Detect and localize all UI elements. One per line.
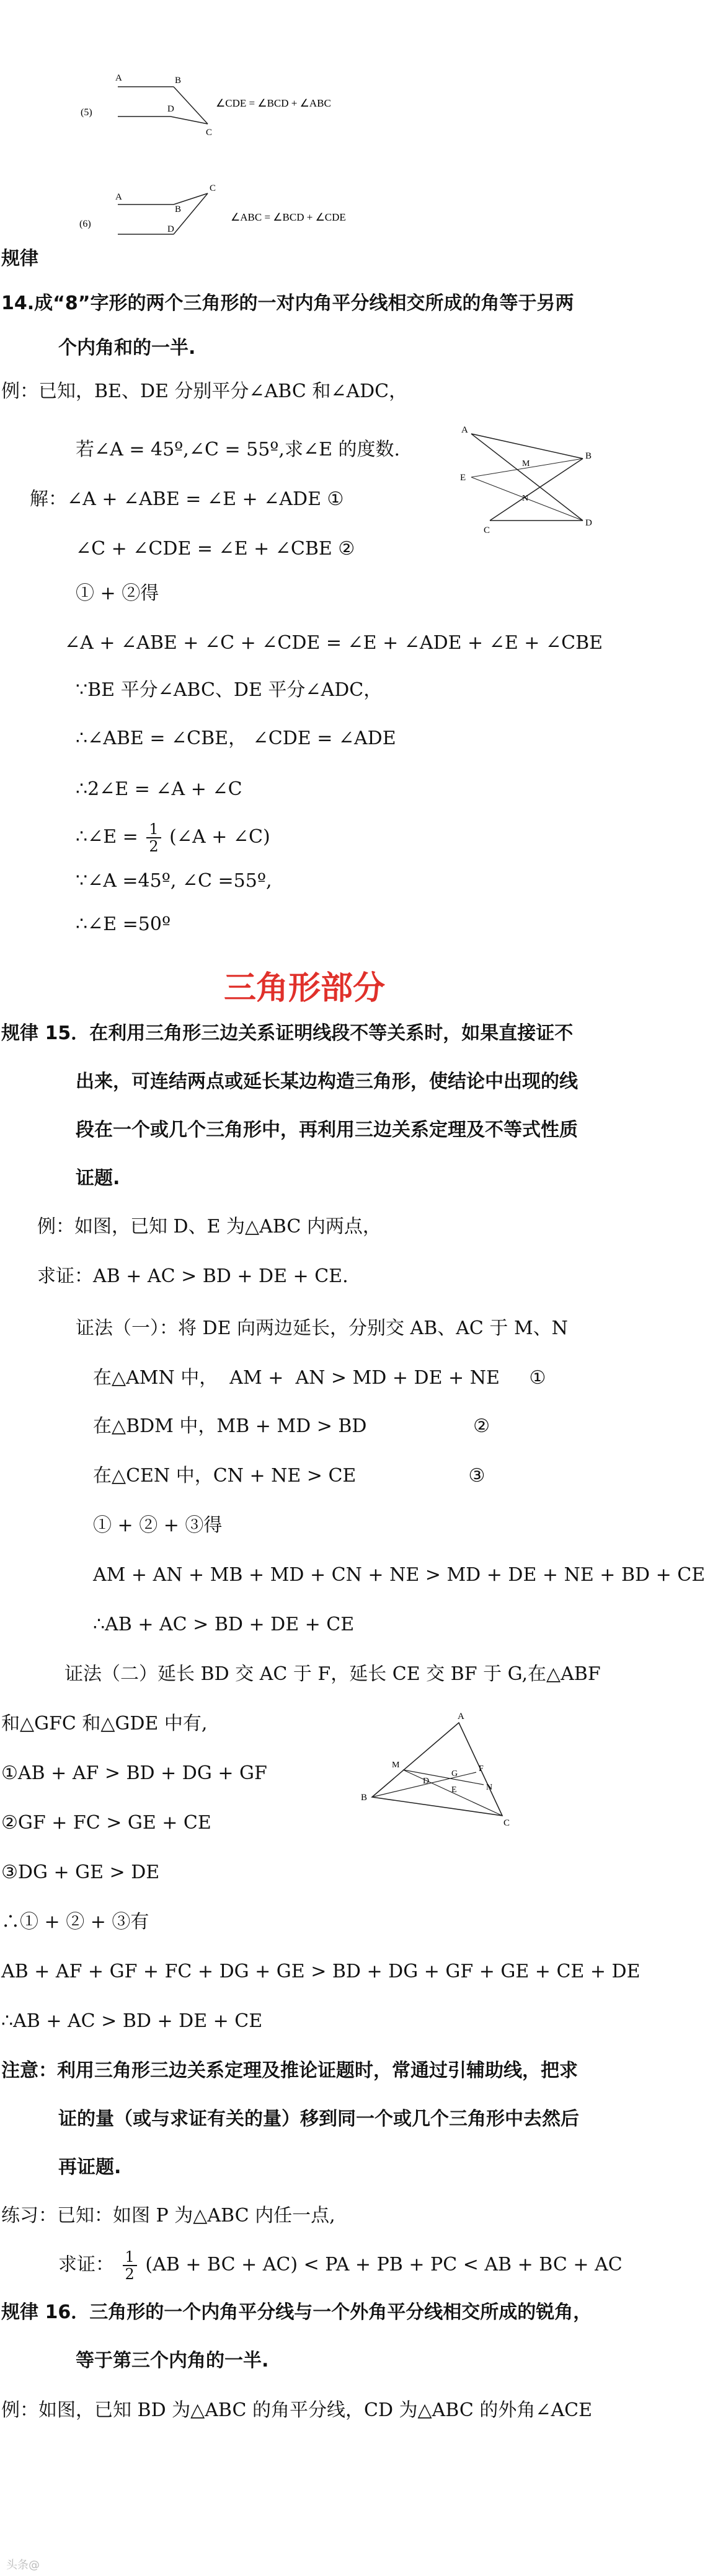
rule14-sol3: ① + ②得 (76, 582, 159, 604)
method1-title: 证法（一）：将 DE 向两边延长，分别交 AB、AC 于 M、N (76, 1317, 568, 1339)
fig5-formula: ∠CDE = ∠BCD + ∠ABC (216, 97, 331, 109)
note-line1: 注意：利用三角形三边关系定理及推论证题时，常通过引辅助线，把求 (1, 2060, 578, 2081)
rule14-sol2: ∠C + ∠CDE = ∠E + ∠CBE ② (76, 538, 355, 560)
rule14-sol5: ∵BE 平分∠ABC、DE 平分∠ADC， (76, 679, 383, 701)
watermark: 头条@ (6, 2559, 40, 2572)
fraction-numerator: 1 (146, 821, 161, 838)
method2-intro: 和△GFC 和△GDE 中有, (1, 1713, 208, 1734)
fig15-point-g: G (451, 1769, 458, 1778)
rule14-sol9: ∵∠A =45º, ∠C =55º, (76, 870, 272, 892)
method1-step3: 在△CEN 中，CN + NE > CE ③ (93, 1465, 486, 1487)
fig6-point-b: B (175, 204, 182, 214)
method1-step2: 在△BDM 中，MB + MD > BD ② (93, 1415, 490, 1437)
practice-inequality: (AB + BC + AC) < PA + PB + PC < AB + BC + AC (145, 2254, 623, 2275)
fig6-point-c: C (210, 183, 216, 193)
rule15-figure (353, 1710, 539, 1834)
rule14-line1: 14.成“8”字形的两个三角形的一对内角平分线相交所成的角等于另两 (1, 292, 574, 314)
rule15-example: 例：如图，已知 D、E 为△ABC 内两点， (37, 1216, 381, 1237)
fig15-point-c: C (503, 1818, 510, 1828)
practice-fraction-denominator: 2 (125, 2266, 135, 2283)
fig6-label: (6) (79, 219, 91, 229)
rule14-sol4: ∠A + ∠ABE + ∠C + ∠CDE = ∠E + ∠ADE + ∠E + ∠CBE (64, 632, 603, 654)
fig6-point-a: A (115, 192, 122, 202)
note-line3: 再证题. (58, 2156, 122, 2178)
rule14-sol6: ∴∠ABE = ∠CBE， ∠CDE = ∠ADE (76, 728, 396, 749)
rule14-sol10: ∴∠E =50º (76, 913, 171, 935)
rule14-sol1: 解：∠A + ∠ABE = ∠E + ∠ADE ① (30, 488, 344, 510)
fig5-point-b: B (175, 76, 182, 86)
rule14-example: 例：已知，BE、DE 分别平分∠ABC 和∠ADC， (1, 380, 408, 402)
fig6-point-d: D (167, 224, 174, 234)
practice-line2 (58, 2243, 623, 2287)
fraction-denominator: 2 (149, 838, 159, 855)
figure-5 (68, 62, 391, 155)
practice-prove-label: 求证： (58, 2254, 114, 2275)
section-heading: 规律 (1, 248, 38, 270)
rule16-line1: 规律 16．三角形的一个内角平分线与一个外角平分线相交所成的锐角， (1, 2301, 592, 2323)
fig14-point-n: N (522, 494, 529, 503)
method2-conclusion: ∴AB + AC > BD + DE + CE (1, 2010, 263, 2032)
fig5-point-d: D (167, 104, 174, 114)
method2-title: 证法（二）延长 BD 交 AC 于 F，延长 CE 交 BF 于 G,在△ABF (64, 1663, 601, 1685)
method1-step1: 在△AMN 中， AM + AN > MD + DE + NE ① (93, 1367, 546, 1389)
rule15-line3: 段在一个或几个三角形中，再利用三边关系定理及不等式性质 (76, 1119, 578, 1141)
section-title: 三角形部分 (223, 970, 385, 1007)
rule14-figure (453, 421, 608, 545)
method2-inequality: AB + AF + GF + FC + DG + GE > BD + DG + GF + GE + CE + DE (1, 1961, 641, 1982)
note-line2: 证的量（或与求证有关的量）移到同一个或几个三角形中去然后 (58, 2108, 579, 2130)
rule15-line4: 证题. (76, 1167, 120, 1189)
fig14-point-c: C (484, 525, 490, 535)
fig15-point-f: F (479, 1764, 484, 1774)
fig5-label: (5) (81, 107, 92, 118)
rule15-prove: 求证：AB + AC > BD + DE + CE. (37, 1265, 348, 1287)
practice-line1: 练习：已知：如图 P 为△ABC 内任一点, (1, 2205, 335, 2227)
fig14-point-m: M (522, 459, 530, 468)
rule14-sol8 (76, 815, 270, 859)
method2-sum: ∴① + ② + ③有 (1, 1911, 149, 1933)
method2-step3: ③DG + GE > DE (1, 1862, 160, 1883)
rule14-sol7: ∴2∠E = ∠A + ∠C (76, 778, 242, 800)
fig14-point-d: D (585, 518, 592, 528)
rule15-line1: 规律 15．在利用三角形三边关系证明线段不等关系时，如果直接证不 (1, 1022, 574, 1044)
fig15-point-b: B (361, 1793, 368, 1803)
rule14-sol8-suffix: (∠A + ∠C) (169, 826, 270, 848)
rule16-line2: 等于第三个内角的一半. (76, 2350, 269, 2372)
method2-step2: ②GF + FC > GE + CE (1, 1812, 211, 1834)
fig5-point-c: C (206, 128, 213, 138)
fig14-point-a: A (461, 425, 468, 435)
fig6-formula: ∠ABC = ∠BCD + ∠CDE (231, 211, 346, 223)
rule14-line2: 个内角和的一半. (58, 337, 196, 359)
rule16-example: 例：如图，已知 BD 为△ABC 的角平分线，CD 为△ABC 的外角∠ACE (1, 2399, 593, 2421)
fig14-point-e: E (460, 473, 466, 483)
figure-6 (68, 180, 403, 260)
fig14-point-b: B (585, 451, 592, 461)
rule14-sol8-prefix: ∴∠E = (76, 826, 138, 848)
fig5-point-a: A (115, 73, 122, 83)
fig15-point-m: M (392, 1761, 400, 1770)
fig15-point-n: N (486, 1783, 493, 1792)
method1-sum: ① + ② + ③得 (93, 1514, 223, 1536)
rule14-given: 若∠A = 45º,∠C = 55º,求∠E 的度数. (76, 439, 401, 460)
practice-fraction-numerator: 1 (123, 2249, 137, 2266)
fig15-point-d: D (423, 1777, 430, 1786)
method2-step1: ①AB + AF > BD + DG + GF (1, 1762, 267, 1784)
fig15-point-e: E (451, 1785, 457, 1795)
method1-inequality: AM + AN + MB + MD + CN + NE > MD + DE + NE + BD + CE (93, 1564, 705, 1586)
fraction-half (146, 821, 161, 855)
rule15-line2: 出来，可连结两点或延长某边构造三角形，使结论中出现的线 (76, 1071, 578, 1092)
method1-conclusion: ∴AB + AC > BD + DE + CE (93, 1614, 355, 1635)
fig15-point-a: A (458, 1712, 464, 1721)
practice-fraction (123, 2249, 137, 2282)
